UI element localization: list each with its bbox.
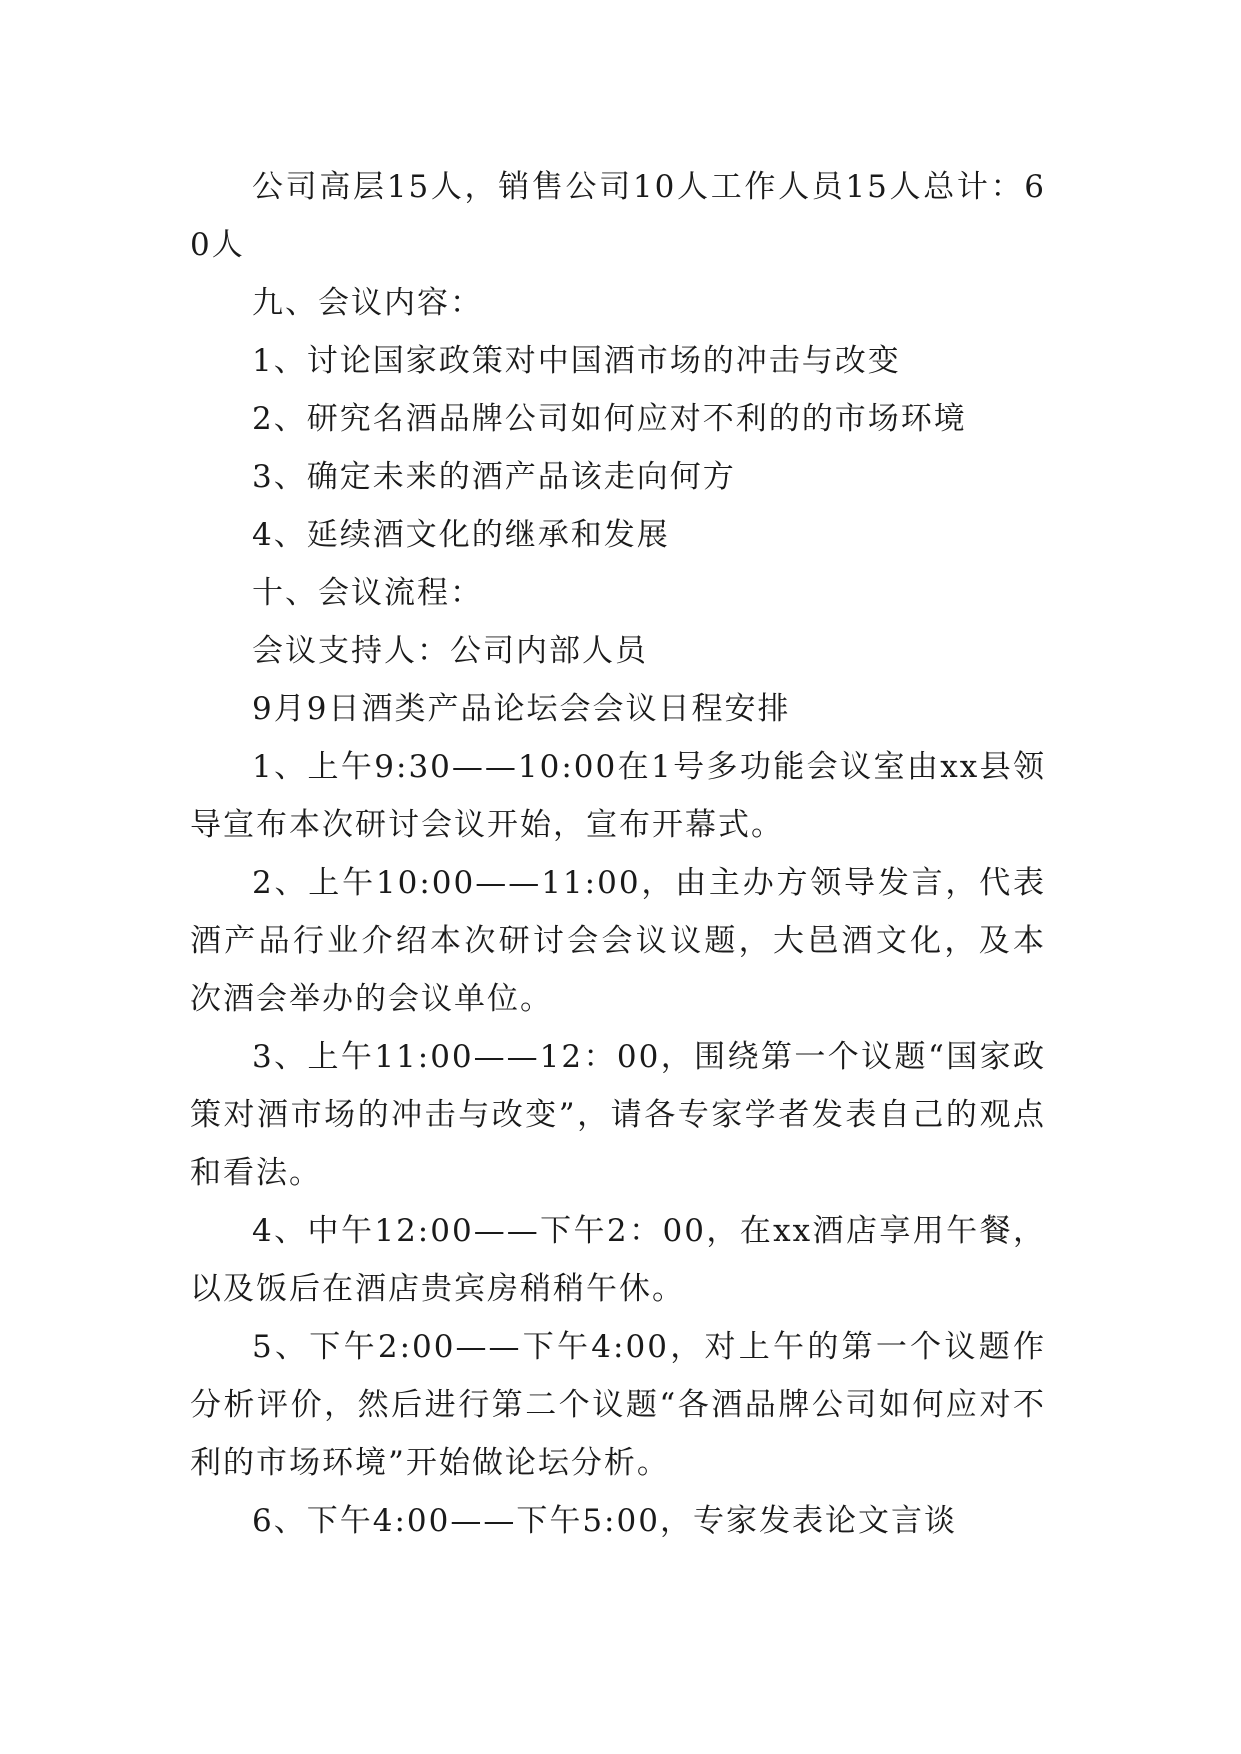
attendee-count-paragraph: 公司高层15人，销售公司10人工作人员15人总计：60人 [190,169,1046,263]
document-body [190,158,1046,1550]
schedule-item: 6、下午4:00——下午5:00，专家发表论文言谈 [252,1503,957,1539]
content-item: 1、讨论国家政策对中国酒市场的冲击与改变 [252,343,901,379]
meeting-process-heading: 十、会议流程： [252,575,483,611]
content-item: 3、确定未来的酒产品该走向何方 [252,459,736,495]
schedule-item: 5、下午2:00——下午4:00，对上午的第一个议题作分析评价，然后进行第二个议题“各酒品牌公司如何应对不利的市场环境”开始做论坛分析。 [190,1329,1046,1481]
schedule-item: 2、上午10:00——11:00，由主办方领导发言，代表酒产品行业介绍本次研讨会会议议题，大邑酒文化，及本次酒会举办的会议单位。 [190,865,1046,1017]
content-item: 4、延续酒文化的继承和发展 [252,517,670,553]
content-item: 2、研究名酒品牌公司如何应对不利的的市场环境 [252,401,967,437]
schedule-item: 1、上午9:30——10:00在1号多功能会议室由xx县领导宣布本次研讨会议开始，宣布开幕式。 [190,749,1046,843]
schedule-item: 3、上午11:00——12：00，围绕第一个议题“国家政策对酒市场的冲击与改变”，请各专家学者发表自己的观点和看法。 [190,1039,1046,1191]
schedule-item: 4、中午12:00——下午2：00，在xx酒店享用午餐，以及饭后在酒店贵宾房稍稍午休。 [190,1213,1046,1307]
schedule-title: 9月9日酒类产品论坛会会议日程安排 [252,691,791,727]
host-line: 会议支持人：公司内部人员 [252,633,648,669]
meeting-content-heading: 九、会议内容： [252,285,483,321]
